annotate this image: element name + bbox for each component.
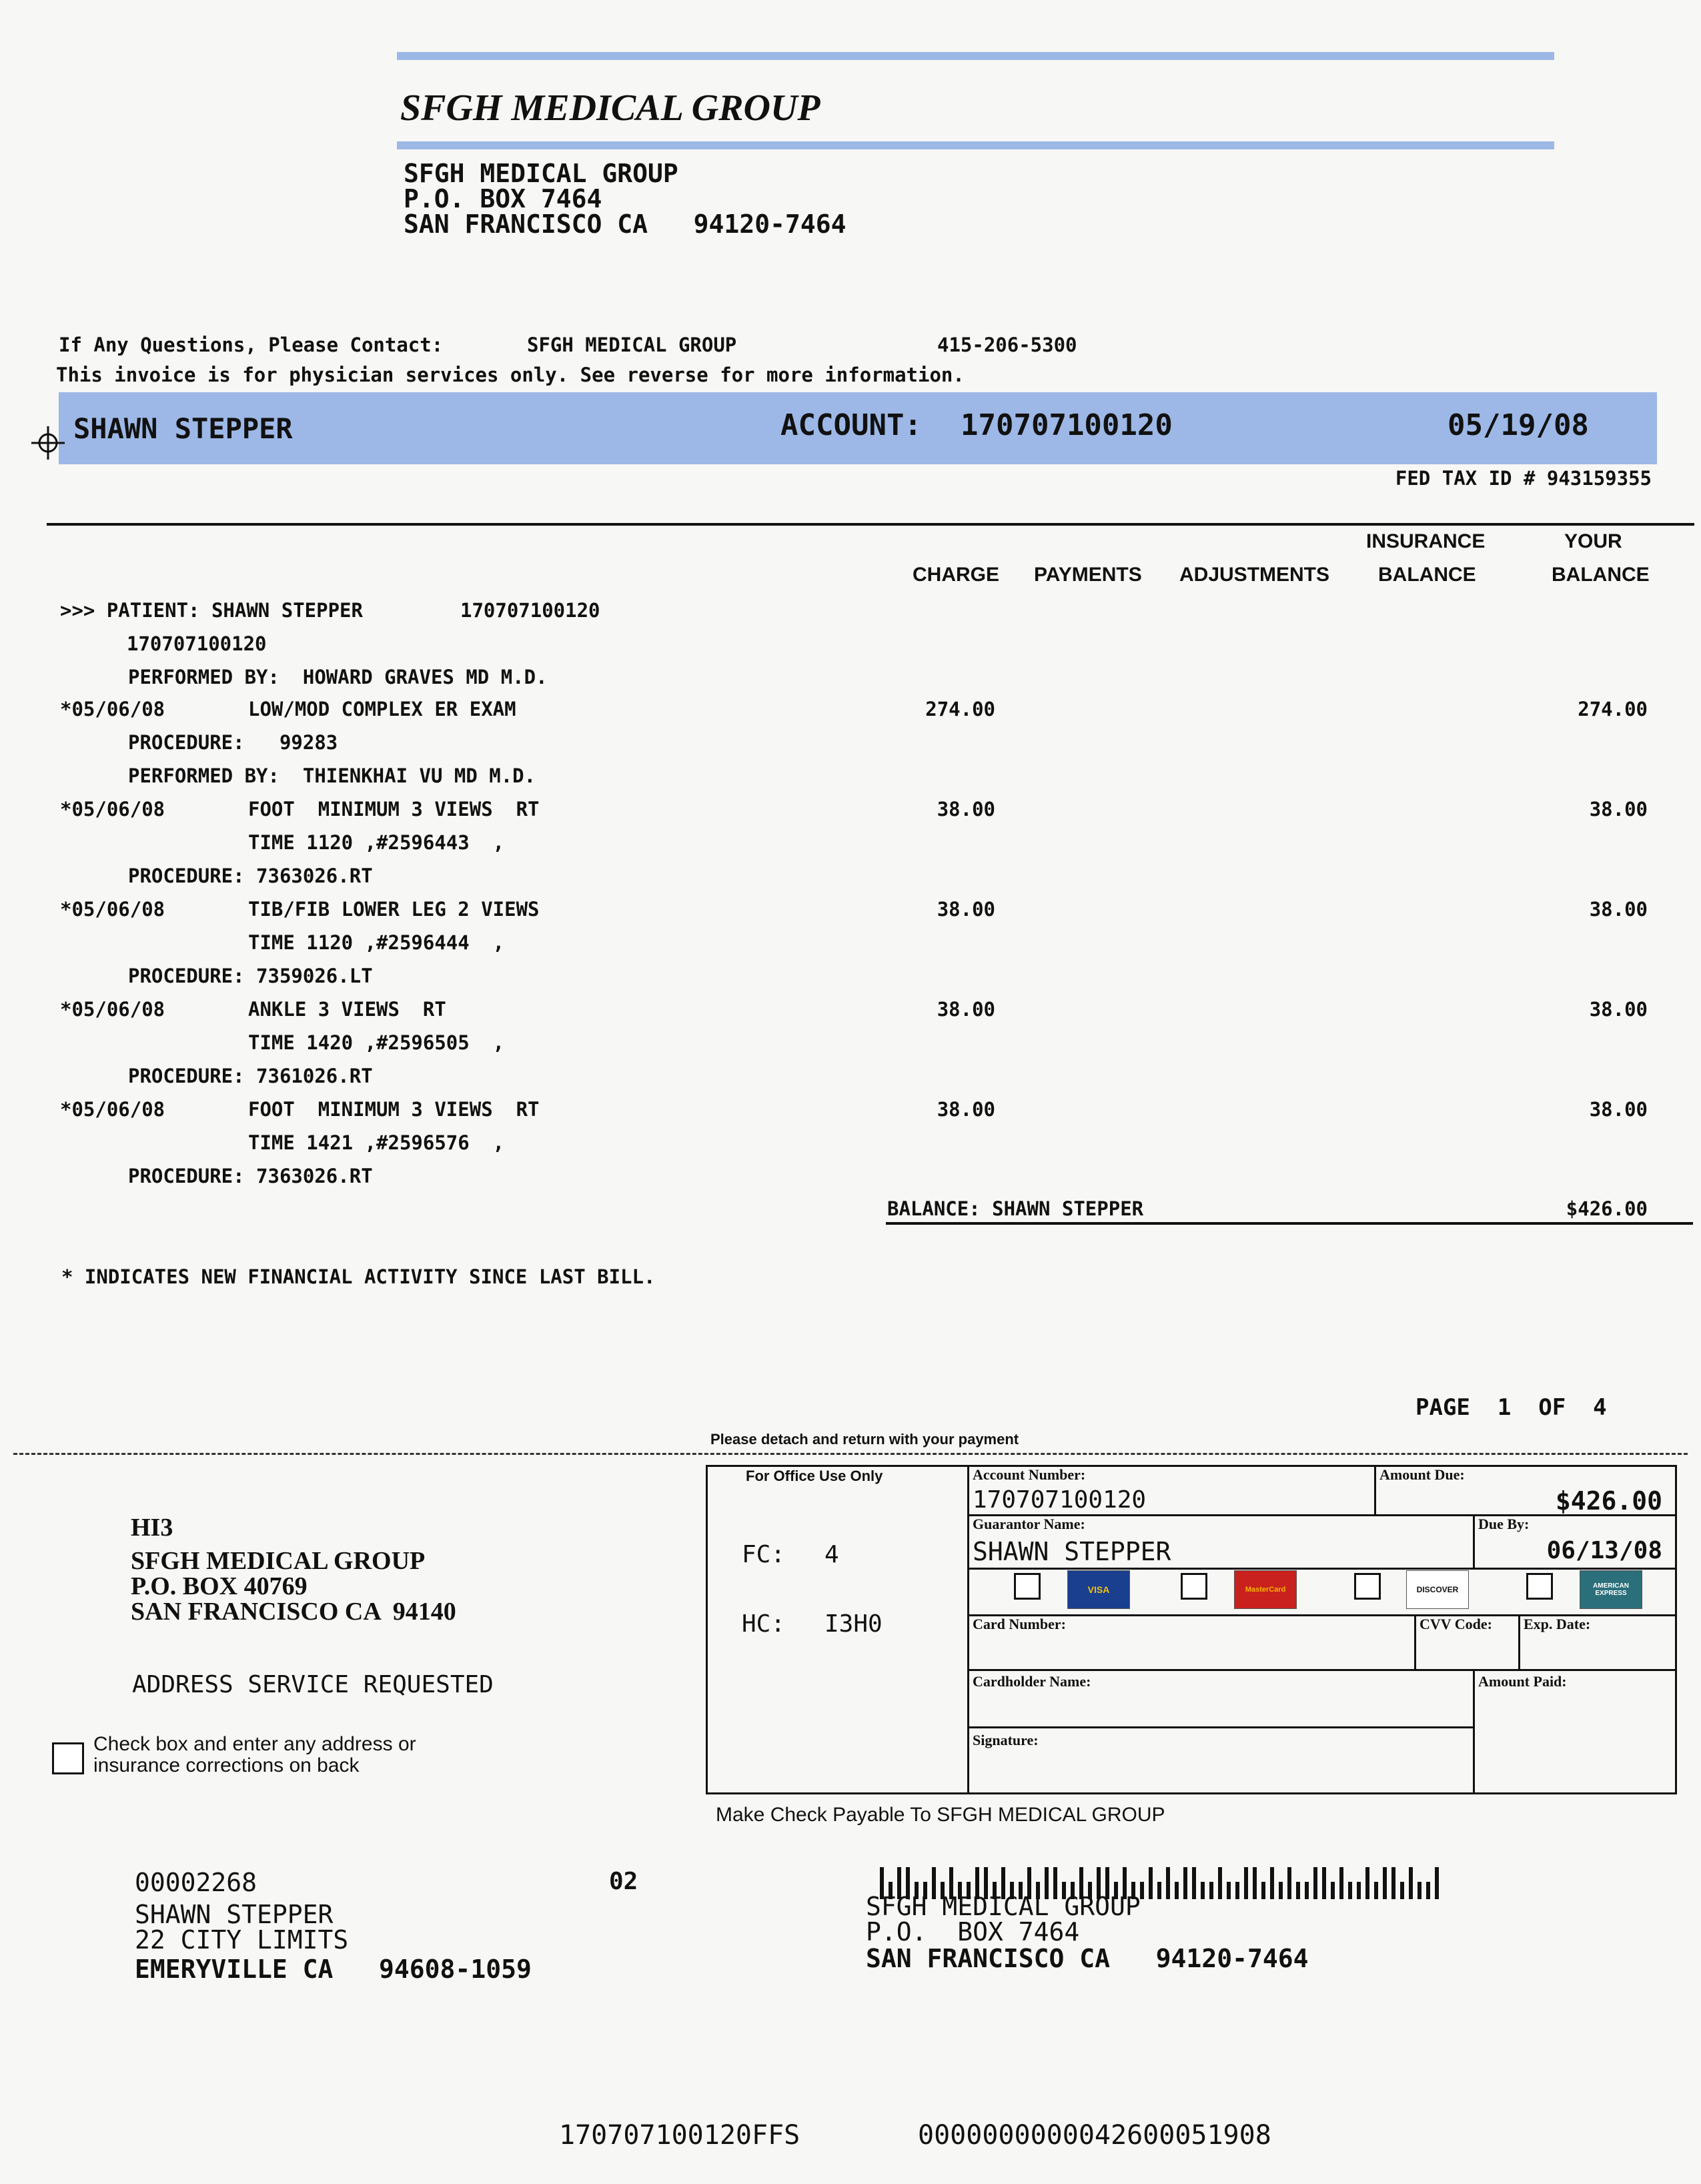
exp-input[interactable] [1524, 1636, 1670, 1665]
col-your-1: YOUR [1564, 530, 1622, 552]
form-col-divider [1518, 1614, 1520, 1669]
line-charge: 38.00 [937, 998, 995, 1021]
barcode-bar [1296, 1882, 1300, 1899]
barcode-bar [1209, 1882, 1213, 1899]
mailing-seq: 00002268 [135, 1868, 257, 1897]
guarantor-value: SHAWN STEPPER [973, 1537, 1171, 1566]
invoice-notice: This invoice is for physician services only. See reverse for more information. [56, 364, 965, 386]
patient-account: 170707100120 [460, 599, 600, 622]
line-balance: 38.00 [1589, 998, 1648, 1021]
amex-icon: AMERICAN EXPRESS [1580, 1570, 1642, 1609]
crosshair-icon [19, 414, 52, 447]
account-number-label: Account Number: [973, 1466, 1086, 1483]
line-desc: ANKLE 3 VIEWS RT [248, 998, 446, 1021]
barcode-bar [1348, 1882, 1352, 1899]
line-time: TIME 1420 ,#2596505 , [248, 1031, 505, 1054]
payable-note: Make Check Payable To SFGH MEDICAL GROUP [716, 1804, 1165, 1826]
return-name: SFGH MEDICAL GROUP [866, 1892, 1141, 1921]
col-adjustments: ADJUSTMENTS [1179, 564, 1330, 586]
stub-city: SAN FRANCISCO CA 94140 [131, 1598, 456, 1626]
form-row-divider [967, 1669, 1677, 1671]
account-number-value: 170707100120 [973, 1486, 1147, 1514]
line-date: *05/06/08 [60, 898, 165, 921]
scanline-right: 0000000000042600051908 [918, 2120, 1271, 2151]
line-date: *05/06/08 [60, 798, 165, 821]
mastercard-checkbox[interactable] [1181, 1573, 1207, 1600]
procedure: PROCEDURE: 7361026.RT [128, 1065, 373, 1087]
fc-value: 4 [824, 1541, 839, 1568]
stub-box: P.O. BOX 40769 [131, 1572, 308, 1600]
mastercard-icon: MasterCard [1234, 1570, 1297, 1609]
header-rule-top [397, 52, 1554, 60]
discover-checkbox[interactable] [1354, 1573, 1381, 1600]
signature-label: Signature: [973, 1732, 1039, 1748]
address-service: ADDRESS SERVICE REQUESTED [132, 1671, 494, 1698]
mailing-city: EMERYVILLE CA 94608-1059 [135, 1955, 532, 1984]
card-number-label: Card Number: [973, 1616, 1066, 1632]
guarantor-label: Guarantor Name: [973, 1516, 1085, 1532]
visa-icon: VISA [1067, 1570, 1130, 1609]
col-charge: CHARGE [913, 564, 1000, 586]
due-by-label: Due By: [1478, 1516, 1530, 1532]
return-box: P.O. BOX 7464 [866, 1917, 1080, 1947]
address-correction-checkbox[interactable] [52, 1742, 84, 1774]
form-col-divider [1473, 1669, 1475, 1794]
line-balance: 38.00 [1589, 1098, 1648, 1121]
cardholder-input[interactable] [973, 1693, 1466, 1722]
barcode-bar [1418, 1882, 1422, 1899]
office-title: For Office Use Only [746, 1468, 883, 1484]
barcode-bar [1383, 1867, 1387, 1899]
line-time: TIME 1421 ,#2596576 , [248, 1131, 505, 1154]
cvv-input[interactable] [1420, 1636, 1513, 1665]
detach-note: Please detach and return with your payment [710, 1431, 1019, 1448]
procedure: PROCEDURE: 7363026.RT [128, 865, 373, 887]
barcode-bar [1279, 1882, 1283, 1899]
line-charge: 38.00 [937, 1098, 995, 1121]
cardholder-label: Cardholder Name: [973, 1673, 1091, 1690]
amount-due-label: Amount Due: [1379, 1466, 1465, 1483]
barcode-bar [1365, 1867, 1369, 1899]
balance-label: BALANCE: SHAWN STEPPER [887, 1197, 1144, 1220]
remit-name: SFGH MEDICAL GROUP [404, 159, 678, 188]
fc-label: FC: [742, 1541, 786, 1568]
mailing-name: SHAWN STEPPER [135, 1900, 334, 1929]
return-city: SAN FRANCISCO CA 94120-7464 [866, 1944, 1309, 1973]
procedure: PROCEDURE: 7363026.RT [128, 1165, 373, 1187]
barcode-bar [1270, 1867, 1274, 1899]
barcode-bar [1287, 1867, 1291, 1899]
barcode-bar [1331, 1882, 1335, 1899]
barcode-bar [1227, 1882, 1231, 1899]
line-time: TIME 1120 ,#2596443 , [248, 831, 505, 854]
line-balance: 274.00 [1578, 698, 1648, 720]
balance-amount: $426.00 [1566, 1197, 1648, 1220]
amex-checkbox[interactable] [1526, 1573, 1553, 1600]
cvv-label: CVV Code: [1420, 1616, 1492, 1632]
barcode-bar [1175, 1882, 1179, 1899]
barcode-bar [1201, 1882, 1205, 1899]
due-by-value: 06/13/08 [1546, 1537, 1662, 1564]
activity-note: * INDICATES NEW FINANCIAL ACTIVITY SINCE LAST BILL. [61, 1265, 656, 1288]
barcode-bar [1261, 1882, 1265, 1899]
form-col-divider [1414, 1614, 1416, 1669]
banner-date: 05/19/08 [1448, 408, 1589, 442]
form-col-divider [1374, 1465, 1376, 1514]
address-correction-text-1: Check box and enter any address or [93, 1733, 416, 1755]
barcode-bar [1339, 1867, 1343, 1899]
scanline-left: 170707100120FFS [559, 2120, 800, 2151]
remit-city: SAN FRANCISCO CA 94120-7464 [404, 209, 846, 239]
barcode-bar [1409, 1867, 1413, 1899]
address-correction-text-2: insurance corrections on back [93, 1754, 360, 1776]
hc-label: HC: [742, 1610, 786, 1638]
contact-label: If Any Questions, Please Contact: [59, 334, 444, 356]
stub-code: HI3 [131, 1514, 173, 1542]
col-your-2: BALANCE [1552, 564, 1650, 586]
barcode-bar [1374, 1882, 1378, 1899]
stub-org: SFGH MEDICAL GROUP [131, 1547, 426, 1575]
table-top-rule [47, 523, 1694, 526]
line-desc: FOOT MINIMUM 3 VIEWS RT [248, 798, 540, 821]
line-balance: 38.00 [1589, 798, 1648, 821]
patient-account-2: 170707100120 [127, 632, 267, 655]
contact-phone: 415-206-5300 [937, 334, 1077, 356]
line-balance: 38.00 [1589, 898, 1648, 921]
barcode-bar [1149, 1867, 1153, 1899]
procedure: PROCEDURE: 7359026.LT [128, 965, 373, 987]
amount-paid-input[interactable] [1478, 1693, 1672, 1786]
barcode-bar [1400, 1882, 1404, 1899]
col-insurance-2: BALANCE [1378, 564, 1476, 586]
col-insurance-1: INSURANCE [1366, 530, 1486, 552]
line-desc: LOW/MOD COMPLEX ER EXAM [248, 698, 516, 720]
balance-rule [886, 1222, 1693, 1225]
banner-account-number: 170707100120 [961, 408, 1173, 442]
card-number-input[interactable] [973, 1636, 1406, 1665]
mailing-street: 22 CITY LIMITS [135, 1925, 349, 1955]
barcode-bar [1313, 1867, 1317, 1899]
brand-title: SFGH MEDICAL GROUP [400, 87, 820, 129]
line-charge: 38.00 [937, 798, 995, 821]
banner-name: SHAWN STEPPER [73, 412, 293, 445]
barcode-bar [1426, 1882, 1430, 1899]
form-col-divider [1473, 1514, 1475, 1568]
signature-input[interactable] [973, 1752, 1466, 1789]
line-desc: FOOT MINIMUM 3 VIEWS RT [248, 1098, 540, 1121]
line-desc: TIB/FIB LOWER LEG 2 VIEWS [248, 898, 540, 921]
contact-org: SFGH MEDICAL GROUP [527, 334, 737, 356]
performed-by: PERFORMED BY: HOWARD GRAVES MD M.D. [128, 666, 548, 688]
barcode-bar [1357, 1882, 1361, 1899]
barcode-bar [1391, 1867, 1395, 1899]
patient-line: >>> PATIENT: SHAWN STEPPER [60, 599, 363, 622]
performed-by: PERFORMED BY: THIENKHAI VU MD M.D. [128, 764, 536, 787]
barcode-bar [1218, 1867, 1222, 1899]
line-time: TIME 1120 ,#2596444 , [248, 931, 505, 954]
postal-barcode [867, 1854, 1441, 1886]
barcode-bar [1322, 1867, 1326, 1899]
form-row-divider [967, 1726, 1474, 1728]
fed-tax-id: FED TAX ID # 943159355 [1395, 467, 1652, 490]
remit-box: P.O. BOX 7464 [404, 184, 602, 213]
visa-checkbox[interactable] [1014, 1573, 1041, 1600]
amount-paid-label: Amount Paid: [1478, 1673, 1567, 1690]
barcode-bar [1244, 1867, 1248, 1899]
tear-line [13, 1453, 1688, 1455]
page-indicator: PAGE 1 OF 4 [1415, 1394, 1607, 1421]
amount-due-value: $426.00 [1555, 1486, 1662, 1516]
line-charge: 274.00 [925, 698, 995, 720]
barcode-bar [1253, 1867, 1257, 1899]
barcode-bar [1235, 1882, 1239, 1899]
line-date: *05/06/08 [60, 698, 165, 720]
barcode-bar [1157, 1882, 1161, 1899]
line-date: *05/06/08 [60, 998, 165, 1021]
barcode-bar [1140, 1882, 1144, 1899]
col-payments: PAYMENTS [1034, 564, 1142, 586]
discover-icon: DISCOVER [1406, 1570, 1469, 1609]
barcode-bar [1166, 1867, 1170, 1899]
banner-account-label: ACCOUNT: [780, 408, 922, 442]
mailing-code: 02 [609, 1868, 638, 1895]
hc-value: I3H0 [824, 1610, 883, 1638]
barcode-bar [1305, 1882, 1309, 1899]
form-row-divider [967, 1568, 1677, 1570]
line-charge: 38.00 [937, 898, 995, 921]
barcode-bar [1183, 1867, 1187, 1899]
header-rule-bottom [397, 141, 1554, 149]
barcode-bar [1435, 1867, 1439, 1899]
barcode-bar [1192, 1867, 1196, 1899]
line-date: *05/06/08 [60, 1098, 165, 1121]
procedure: PROCEDURE: 99283 [128, 731, 338, 754]
exp-label: Exp. Date: [1524, 1616, 1591, 1632]
